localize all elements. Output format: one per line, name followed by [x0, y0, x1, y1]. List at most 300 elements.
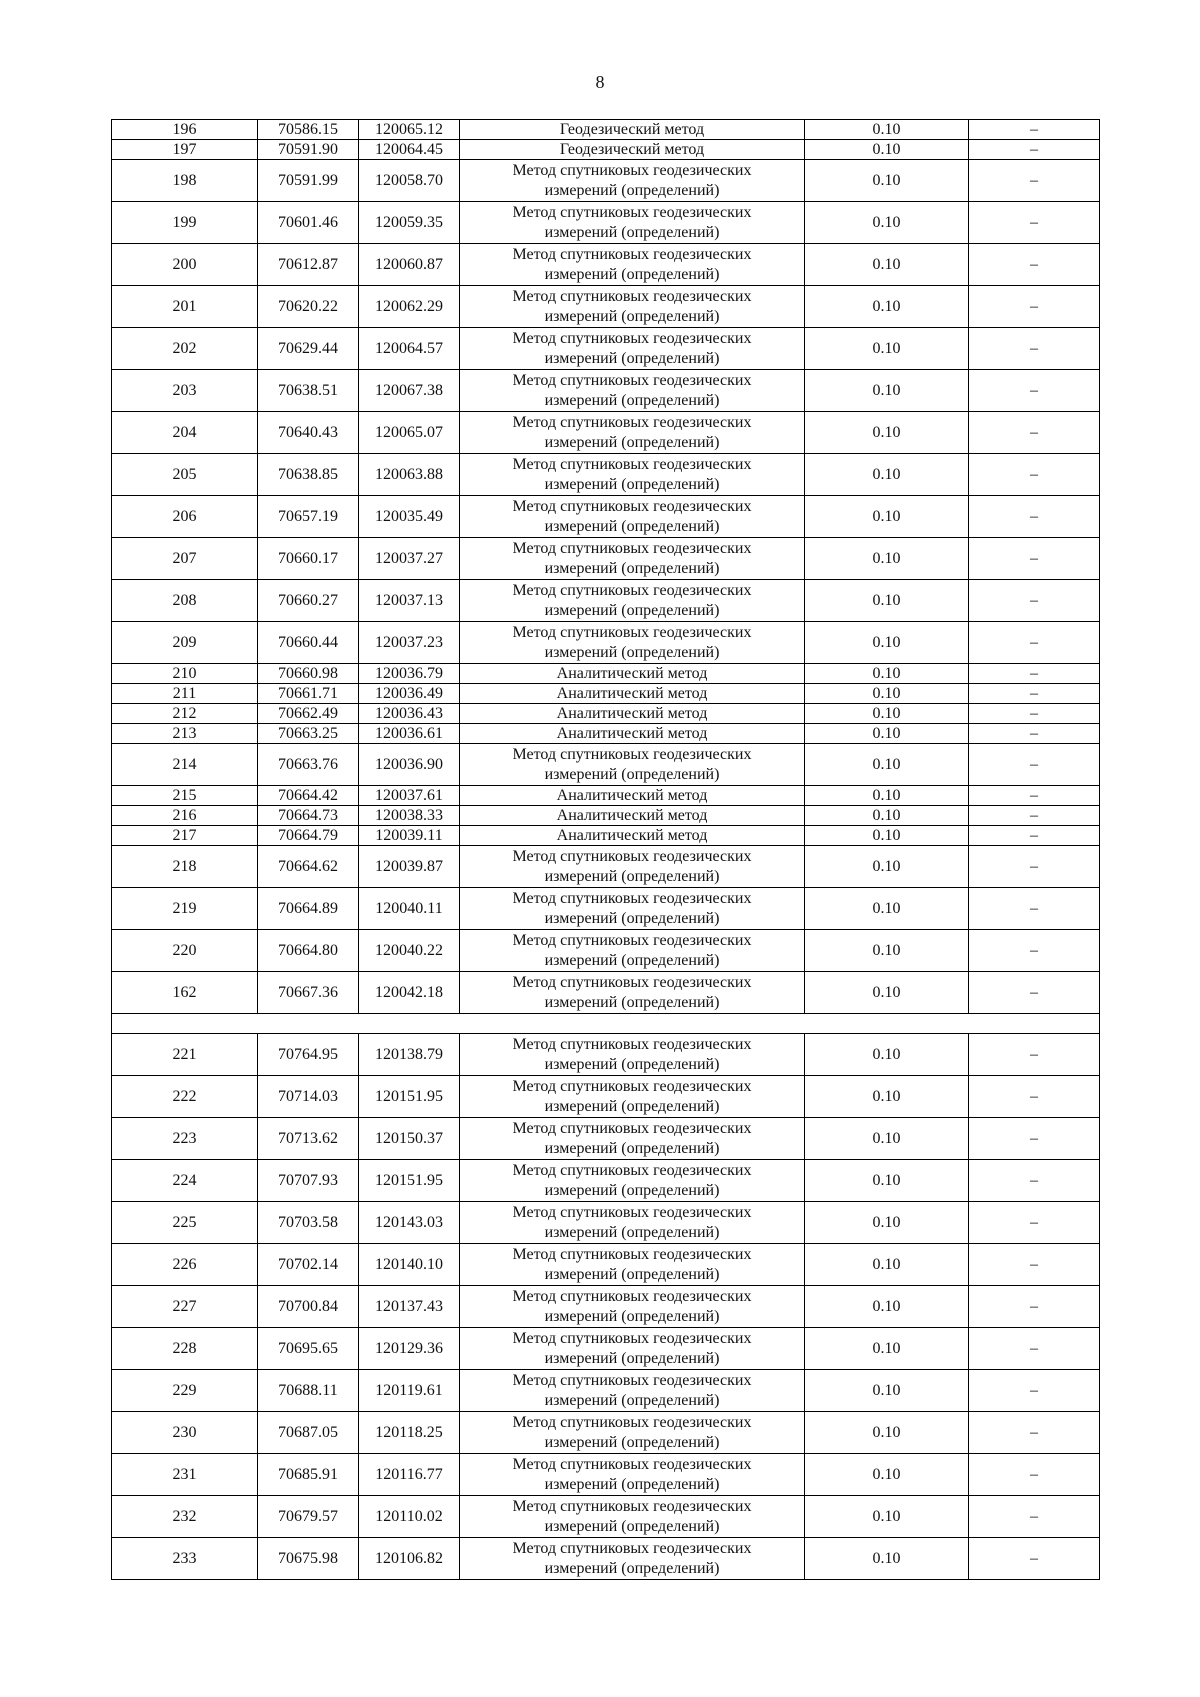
table-row: [112, 724, 1100, 744]
point-number-cell: 210: [112, 664, 258, 684]
method-cell: [460, 1118, 805, 1160]
x-coordinate-cell: 70764.95: [258, 1034, 359, 1076]
y-coordinate-cell: 120060.87: [359, 244, 460, 286]
x-coordinate-cell: 70612.87: [258, 244, 359, 286]
y-coordinate-cell: 120118.25: [359, 1412, 460, 1454]
y-coordinate-cell: 120036.79: [359, 664, 460, 684]
x-coordinate-cell: 70660.27: [258, 580, 359, 622]
accuracy-cell: 0.10: [805, 786, 969, 806]
method-line-1: Метод спутниковых геодезических: [512, 745, 752, 763]
y-coordinate-cell: 120067.38: [359, 370, 460, 412]
description-cell: –: [969, 120, 1100, 140]
accuracy-cell: 0.10: [805, 972, 969, 1014]
y-coordinate-cell: 120036.90: [359, 744, 460, 786]
method-cell: Аналитический метод: [460, 826, 805, 846]
description-cell: –: [969, 744, 1100, 786]
table-row: [112, 1160, 1100, 1202]
table-row: [112, 1370, 1100, 1412]
x-coordinate-cell: 70679.57: [258, 1496, 359, 1538]
x-coordinate-cell: 70640.43: [258, 412, 359, 454]
y-coordinate-cell: 120037.23: [359, 622, 460, 664]
method-line-2: измерений (определений): [544, 1223, 720, 1241]
accuracy-cell: 0.10: [805, 1412, 969, 1454]
method-line-1: Метод спутниковых геодезических: [512, 1371, 752, 1389]
description-cell: –: [969, 580, 1100, 622]
method-cell: [460, 1328, 805, 1370]
table-row: [112, 1118, 1100, 1160]
x-coordinate-cell: 70664.79: [258, 826, 359, 846]
x-coordinate-cell: 70695.65: [258, 1328, 359, 1370]
method-line-1: Метод спутниковых геодезических: [512, 847, 752, 865]
method-line-2: измерений (определений): [544, 1517, 720, 1535]
description-cell: –: [969, 684, 1100, 704]
y-coordinate-cell: 120129.36: [359, 1328, 460, 1370]
method-line-2: измерений (определений): [544, 1559, 720, 1577]
method-cell: [460, 370, 805, 412]
x-coordinate-cell: 70667.36: [258, 972, 359, 1014]
x-coordinate-cell: 70662.49: [258, 704, 359, 724]
table-row: [112, 370, 1100, 412]
accuracy-cell: 0.10: [805, 1286, 969, 1328]
method-cell: [460, 1454, 805, 1496]
method-cell: [460, 244, 805, 286]
method-line-1: Метод спутниковых геодезических: [512, 1077, 752, 1095]
y-coordinate-cell: 120119.61: [359, 1370, 460, 1412]
accuracy-cell: 0.10: [805, 664, 969, 684]
y-coordinate-cell: 120140.10: [359, 1244, 460, 1286]
x-coordinate-cell: 70663.76: [258, 744, 359, 786]
x-coordinate-cell: 70638.85: [258, 454, 359, 496]
method-cell: [460, 1202, 805, 1244]
point-number-cell: 229: [112, 1370, 258, 1412]
method-cell: [460, 1286, 805, 1328]
description-cell: –: [969, 806, 1100, 826]
accuracy-cell: 0.10: [805, 806, 969, 826]
table-row: [112, 622, 1100, 664]
table-row: [112, 1454, 1100, 1496]
method-cell: Аналитический метод: [460, 724, 805, 744]
description-cell: –: [969, 930, 1100, 972]
y-coordinate-cell: 120151.95: [359, 1076, 460, 1118]
x-coordinate-cell: 70703.58: [258, 1202, 359, 1244]
y-coordinate-cell: 120065.12: [359, 120, 460, 140]
description-cell: –: [969, 622, 1100, 664]
accuracy-cell: 0.10: [805, 120, 969, 140]
x-coordinate-cell: 70660.98: [258, 664, 359, 684]
y-coordinate-cell: 120058.70: [359, 160, 460, 202]
y-coordinate-cell: 120037.13: [359, 580, 460, 622]
method-line-1: Метод спутниковых геодезических: [512, 1455, 752, 1473]
table-row: [112, 328, 1100, 370]
description-cell: –: [969, 286, 1100, 328]
y-coordinate-cell: 120062.29: [359, 286, 460, 328]
description-cell: –: [969, 160, 1100, 202]
point-number-cell: 213: [112, 724, 258, 744]
y-coordinate-cell: 120038.33: [359, 806, 460, 826]
accuracy-cell: 0.10: [805, 370, 969, 412]
method-cell: Геодезический метод: [460, 120, 805, 140]
description-cell: –: [969, 1496, 1100, 1538]
description-cell: –: [969, 786, 1100, 806]
method-line-1: Метод спутниковых геодезических: [512, 245, 752, 263]
accuracy-cell: 0.10: [805, 1328, 969, 1370]
method-cell: [460, 580, 805, 622]
point-number-cell: 162: [112, 972, 258, 1014]
method-line-2: измерений (определений): [544, 349, 720, 367]
point-number-cell: 206: [112, 496, 258, 538]
method-line-2: измерений (определений): [544, 1097, 720, 1115]
x-coordinate-cell: 70664.80: [258, 930, 359, 972]
table-row: [112, 1202, 1100, 1244]
description-cell: –: [969, 454, 1100, 496]
point-number-cell: 198: [112, 160, 258, 202]
point-number-cell: 211: [112, 684, 258, 704]
accuracy-cell: 0.10: [805, 684, 969, 704]
description-cell: –: [969, 538, 1100, 580]
method-line-2: измерений (определений): [544, 867, 720, 885]
y-coordinate-cell: 120116.77: [359, 1454, 460, 1496]
method-cell: [460, 538, 805, 580]
method-cell: [460, 412, 805, 454]
method-line-2: измерений (определений): [544, 601, 720, 619]
method-cell: [460, 1244, 805, 1286]
method-cell: [460, 888, 805, 930]
method-cell: [460, 1076, 805, 1118]
method-line-1: Метод спутниковых геодезических: [512, 539, 752, 557]
x-coordinate-cell: 70702.14: [258, 1244, 359, 1286]
method-cell: [460, 202, 805, 244]
accuracy-cell: 0.10: [805, 1160, 969, 1202]
method-line-2: измерений (определений): [544, 433, 720, 451]
method-cell: [460, 160, 805, 202]
y-coordinate-cell: 120039.11: [359, 826, 460, 846]
accuracy-cell: 0.10: [805, 888, 969, 930]
method-line-1: Метод спутниковых геодезических: [512, 1203, 752, 1221]
description-cell: –: [969, 1244, 1100, 1286]
x-coordinate-cell: 70707.93: [258, 1160, 359, 1202]
table-row: [112, 1034, 1100, 1076]
table-row: [112, 454, 1100, 496]
y-coordinate-cell: 120063.88: [359, 454, 460, 496]
point-number-cell: 222: [112, 1076, 258, 1118]
y-coordinate-cell: 120036.43: [359, 704, 460, 724]
method-cell: [460, 328, 805, 370]
accuracy-cell: 0.10: [805, 580, 969, 622]
point-number-cell: 196: [112, 120, 258, 140]
accuracy-cell: 0.10: [805, 454, 969, 496]
y-coordinate-cell: 120037.61: [359, 786, 460, 806]
accuracy-cell: 0.10: [805, 244, 969, 286]
accuracy-cell: 0.10: [805, 286, 969, 328]
point-number-cell: 227: [112, 1286, 258, 1328]
accuracy-cell: 0.10: [805, 328, 969, 370]
method-line-2: измерений (определений): [544, 643, 720, 661]
method-line-1: Метод спутниковых геодезических: [512, 931, 752, 949]
accuracy-cell: 0.10: [805, 1034, 969, 1076]
table-row: [112, 120, 1100, 140]
y-coordinate-cell: 120036.49: [359, 684, 460, 704]
method-line-1: Метод спутниковых геодезических: [512, 161, 752, 179]
method-cell: [460, 454, 805, 496]
table-row: [112, 1538, 1100, 1580]
point-number-cell: 209: [112, 622, 258, 664]
method-cell: [460, 1370, 805, 1412]
description-cell: –: [969, 1202, 1100, 1244]
method-line-2: измерений (определений): [544, 265, 720, 283]
point-number-cell: 212: [112, 704, 258, 724]
description-cell: –: [969, 664, 1100, 684]
description-cell: –: [969, 1538, 1100, 1580]
method-line-2: измерений (определений): [544, 1181, 720, 1199]
method-line-1: Метод спутниковых геодезических: [512, 1539, 752, 1557]
y-coordinate-cell: 120039.87: [359, 846, 460, 888]
point-number-cell: 233: [112, 1538, 258, 1580]
method-line-2: измерений (определений): [544, 1265, 720, 1283]
accuracy-cell: 0.10: [805, 140, 969, 160]
point-number-cell: 221: [112, 1034, 258, 1076]
method-line-1: Метод спутниковых геодезических: [512, 889, 752, 907]
description-cell: –: [969, 1412, 1100, 1454]
table-row: [112, 1496, 1100, 1538]
table-row: [112, 412, 1100, 454]
method-line-1: Метод спутниковых геодезических: [512, 973, 752, 991]
description-cell: –: [969, 724, 1100, 744]
method-line-2: измерений (определений): [544, 1139, 720, 1157]
method-line-2: измерений (определений): [544, 559, 720, 577]
description-cell: –: [969, 826, 1100, 846]
description-cell: –: [969, 140, 1100, 160]
description-cell: –: [969, 412, 1100, 454]
coordinates-table: [111, 119, 1100, 1580]
x-coordinate-cell: 70664.62: [258, 846, 359, 888]
method-line-1: Метод спутниковых геодезических: [512, 1287, 752, 1305]
description-cell: –: [969, 1328, 1100, 1370]
table-row: [112, 580, 1100, 622]
page-number: 8: [595, 72, 605, 92]
description-cell: –: [969, 1454, 1100, 1496]
method-line-2: измерений (определений): [544, 951, 720, 969]
method-line-2: измерений (определений): [544, 1307, 720, 1325]
method-line-1: Метод спутниковых геодезических: [512, 287, 752, 305]
description-cell: –: [969, 1370, 1100, 1412]
method-cell: Аналитический метод: [460, 704, 805, 724]
description-cell: –: [969, 1160, 1100, 1202]
method-line-1: Метод спутниковых геодезических: [512, 1035, 752, 1053]
accuracy-cell: 0.10: [805, 160, 969, 202]
accuracy-cell: 0.10: [805, 1244, 969, 1286]
x-coordinate-cell: 70664.42: [258, 786, 359, 806]
method-cell: [460, 1496, 805, 1538]
method-cell: Аналитический метод: [460, 664, 805, 684]
x-coordinate-cell: 70675.98: [258, 1538, 359, 1580]
method-line-2: измерений (определений): [544, 1475, 720, 1493]
point-number-cell: 204: [112, 412, 258, 454]
description-cell: –: [969, 1076, 1100, 1118]
y-coordinate-cell: 120064.45: [359, 140, 460, 160]
x-coordinate-cell: 70620.22: [258, 286, 359, 328]
point-number-cell: 203: [112, 370, 258, 412]
accuracy-cell: 0.10: [805, 538, 969, 580]
description-cell: –: [969, 972, 1100, 1014]
point-number-cell: 197: [112, 140, 258, 160]
table-row: [112, 786, 1100, 806]
method-line-2: измерений (определений): [544, 307, 720, 325]
method-cell: [460, 622, 805, 664]
x-coordinate-cell: 70638.51: [258, 370, 359, 412]
point-number-cell: 225: [112, 1202, 258, 1244]
point-number-cell: 202: [112, 328, 258, 370]
x-coordinate-cell: 70685.91: [258, 1454, 359, 1496]
y-coordinate-cell: 120138.79: [359, 1034, 460, 1076]
point-number-cell: 224: [112, 1160, 258, 1202]
table-row: [112, 972, 1100, 1014]
accuracy-cell: 0.10: [805, 744, 969, 786]
point-number-cell: 223: [112, 1118, 258, 1160]
method-cell: [460, 744, 805, 786]
point-number-cell: 231: [112, 1454, 258, 1496]
point-number-cell: 228: [112, 1328, 258, 1370]
description-cell: –: [969, 202, 1100, 244]
method-line-2: измерений (определений): [544, 993, 720, 1011]
point-number-cell: 230: [112, 1412, 258, 1454]
point-number-cell: 207: [112, 538, 258, 580]
method-line-1: Метод спутниковых геодезических: [512, 1413, 752, 1431]
table-row: [112, 244, 1100, 286]
accuracy-cell: 0.10: [805, 1496, 969, 1538]
y-coordinate-cell: 120035.49: [359, 496, 460, 538]
y-coordinate-cell: 120040.22: [359, 930, 460, 972]
method-line-2: измерений (определений): [544, 1391, 720, 1409]
point-number-cell: 200: [112, 244, 258, 286]
method-cell: Аналитический метод: [460, 786, 805, 806]
table-row: [112, 140, 1100, 160]
method-cell: [460, 972, 805, 1014]
description-cell: –: [969, 888, 1100, 930]
method-cell: [460, 930, 805, 972]
table-row: [112, 496, 1100, 538]
x-coordinate-cell: 70664.73: [258, 806, 359, 826]
method-line-1: Метод спутниковых геодезических: [512, 203, 752, 221]
point-number-cell: 220: [112, 930, 258, 972]
accuracy-cell: 0.10: [805, 202, 969, 244]
method-cell: [460, 846, 805, 888]
y-coordinate-cell: 120040.11: [359, 888, 460, 930]
method-line-1: Метод спутниковых геодезических: [512, 371, 752, 389]
method-line-1: Метод спутниковых геодезических: [512, 329, 752, 347]
accuracy-cell: 0.10: [805, 1076, 969, 1118]
point-number-cell: 217: [112, 826, 258, 846]
method-cell: [460, 496, 805, 538]
x-coordinate-cell: 70664.89: [258, 888, 359, 930]
table-row: [112, 160, 1100, 202]
method-line-2: измерений (определений): [544, 1349, 720, 1367]
accuracy-cell: 0.10: [805, 1538, 969, 1580]
accuracy-cell: 0.10: [805, 846, 969, 888]
y-coordinate-cell: 120151.95: [359, 1160, 460, 1202]
x-coordinate-cell: 70663.25: [258, 724, 359, 744]
method-line-1: Метод спутниковых геодезических: [512, 497, 752, 515]
y-coordinate-cell: 120059.35: [359, 202, 460, 244]
x-coordinate-cell: 70660.44: [258, 622, 359, 664]
method-line-2: измерений (определений): [544, 1055, 720, 1073]
method-line-1: Метод спутниковых геодезических: [512, 1497, 752, 1515]
table-row: [112, 846, 1100, 888]
table-row: [112, 1286, 1100, 1328]
table-row: [112, 664, 1100, 684]
description-cell: –: [969, 846, 1100, 888]
description-cell: –: [969, 1118, 1100, 1160]
separator-row: [112, 1014, 1100, 1034]
x-coordinate-cell: 70629.44: [258, 328, 359, 370]
accuracy-cell: 0.10: [805, 1202, 969, 1244]
description-cell: –: [969, 328, 1100, 370]
method-line-2: измерений (определений): [544, 909, 720, 927]
y-coordinate-cell: 120110.02: [359, 1496, 460, 1538]
x-coordinate-cell: 70700.84: [258, 1286, 359, 1328]
method-cell: [460, 1160, 805, 1202]
point-number-cell: 205: [112, 454, 258, 496]
point-number-cell: 214: [112, 744, 258, 786]
point-number-cell: 215: [112, 786, 258, 806]
method-cell: [460, 1412, 805, 1454]
method-line-1: Метод спутниковых геодезических: [512, 455, 752, 473]
description-cell: –: [969, 370, 1100, 412]
method-cell: Аналитический метод: [460, 806, 805, 826]
table-row: [112, 538, 1100, 580]
accuracy-cell: 0.10: [805, 724, 969, 744]
table-body: [112, 120, 1100, 1580]
table-row: [112, 806, 1100, 826]
x-coordinate-cell: 70657.19: [258, 496, 359, 538]
x-coordinate-cell: 70688.11: [258, 1370, 359, 1412]
method-cell: Аналитический метод: [460, 684, 805, 704]
y-coordinate-cell: 120064.57: [359, 328, 460, 370]
y-coordinate-cell: 120143.03: [359, 1202, 460, 1244]
table-row: [112, 286, 1100, 328]
table-row: [112, 1244, 1100, 1286]
accuracy-cell: 0.10: [805, 826, 969, 846]
accuracy-cell: 0.10: [805, 622, 969, 664]
separator-cell: [112, 1014, 1100, 1034]
method-line-1: Метод спутниковых геодезических: [512, 581, 752, 599]
point-number-cell: 218: [112, 846, 258, 888]
x-coordinate-cell: 70601.46: [258, 202, 359, 244]
x-coordinate-cell: 70586.15: [258, 120, 359, 140]
y-coordinate-cell: 120106.82: [359, 1538, 460, 1580]
method-cell: [460, 1034, 805, 1076]
description-cell: –: [969, 1034, 1100, 1076]
accuracy-cell: 0.10: [805, 704, 969, 724]
method-cell: Геодезический метод: [460, 140, 805, 160]
method-line-2: измерений (определений): [544, 1433, 720, 1451]
method-line-1: Метод спутниковых геодезических: [512, 1245, 752, 1263]
description-cell: –: [969, 704, 1100, 724]
method-line-2: измерений (определений): [544, 517, 720, 535]
method-cell: [460, 1538, 805, 1580]
table-row: [112, 1412, 1100, 1454]
table-row: [112, 1328, 1100, 1370]
method-line-1: Метод спутниковых геодезических: [512, 1161, 752, 1179]
method-line-2: измерений (определений): [544, 765, 720, 783]
description-cell: –: [969, 244, 1100, 286]
table-row: [112, 826, 1100, 846]
point-number-cell: 216: [112, 806, 258, 826]
method-line-1: Метод спутниковых геодезических: [512, 413, 752, 431]
description-cell: –: [969, 1286, 1100, 1328]
x-coordinate-cell: 70661.71: [258, 684, 359, 704]
x-coordinate-cell: 70714.03: [258, 1076, 359, 1118]
accuracy-cell: 0.10: [805, 1454, 969, 1496]
